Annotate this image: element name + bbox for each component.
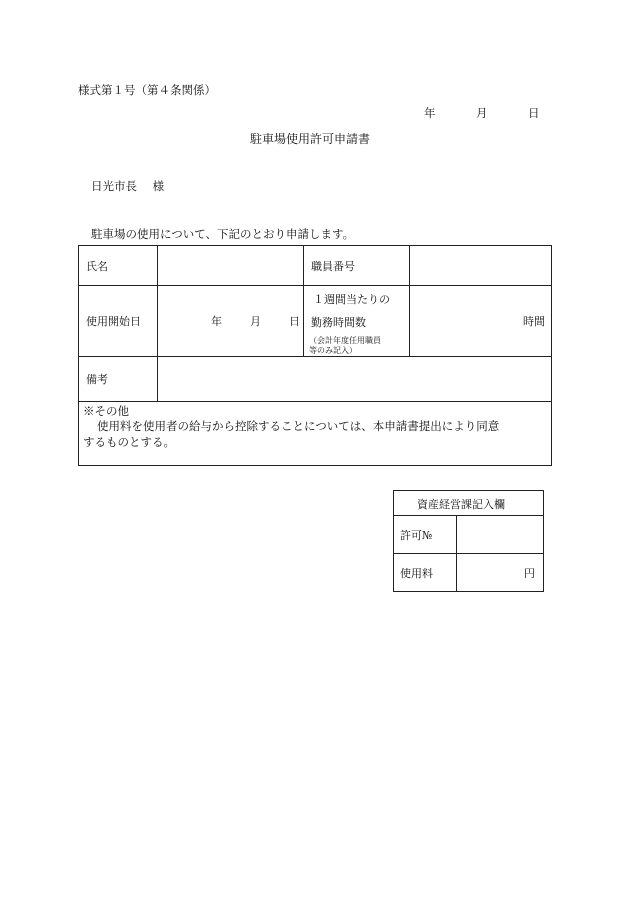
document-title: 駐車場使用許可申請書 xyxy=(250,132,371,146)
employee-number-label-cell xyxy=(303,245,410,286)
start-day-label: 日 xyxy=(289,315,300,328)
fee-input-cell[interactable] xyxy=(456,553,544,592)
intro-text: 駐車場の使用について、下記のとおり申請します。 xyxy=(91,227,355,241)
name-label: 氏名 xyxy=(86,260,108,273)
other-notes-cell xyxy=(78,401,552,466)
addressee-name: 日光市長 xyxy=(91,179,137,193)
addressee-suffix: 様 xyxy=(152,179,165,193)
fee-label: 使用料 xyxy=(400,567,433,580)
start-year-label: 年 xyxy=(211,315,222,328)
application-table xyxy=(78,245,552,466)
weekly-hours-input-cell[interactable] xyxy=(409,285,552,357)
date-day-label: 日 xyxy=(528,106,540,120)
addressee xyxy=(91,181,164,193)
form-number: 様式第１号（第４条関係） xyxy=(78,83,216,97)
employee-number-label: 職員番号 xyxy=(311,260,355,273)
remarks-label-cell xyxy=(78,356,158,402)
start-date-input-cell[interactable] xyxy=(157,285,304,357)
weekly-hours-unit: 時間 xyxy=(523,315,545,328)
weekly-hours-note-line2: 等のみ記入） xyxy=(309,346,357,355)
office-use-title-cell xyxy=(393,490,544,516)
employee-number-input-cell[interactable] xyxy=(409,245,552,286)
start-date-label: 使用開始日 xyxy=(86,315,141,328)
date-month-label: 月 xyxy=(476,106,488,120)
fee-label-cell xyxy=(393,553,457,592)
office-use-title: 資産経営課記入欄 xyxy=(417,498,505,511)
date-year-label: 年 xyxy=(424,106,436,120)
permit-number-label-cell xyxy=(393,515,457,554)
remarks-input-cell[interactable] xyxy=(157,356,552,402)
name-label-cell xyxy=(78,245,158,286)
name-input-cell[interactable] xyxy=(157,245,304,286)
start-month-label: 月 xyxy=(250,315,261,328)
fee-unit: 円 xyxy=(524,567,535,580)
office-use-box xyxy=(393,490,544,592)
other-text-line1: 使用料を使用者の給与から控除することについては、本申請書提出により同意 xyxy=(97,419,500,433)
weekly-hours-label-cell xyxy=(303,285,410,357)
weekly-hours-label-line2: 勤務時間数 xyxy=(311,316,366,329)
other-heading: ※その他 xyxy=(83,404,129,418)
date-line xyxy=(424,106,540,120)
other-text-line2: するものとする。 xyxy=(83,435,175,449)
permit-number-input-cell[interactable] xyxy=(456,515,544,554)
permit-number-label: 許可№ xyxy=(400,529,433,542)
remarks-label: 備考 xyxy=(86,373,108,386)
weekly-hours-note-line1: （会計年度任用職員 xyxy=(309,336,381,345)
start-date-label-cell xyxy=(78,285,158,357)
weekly-hours-label-line1: １週間当たりの xyxy=(313,293,390,306)
